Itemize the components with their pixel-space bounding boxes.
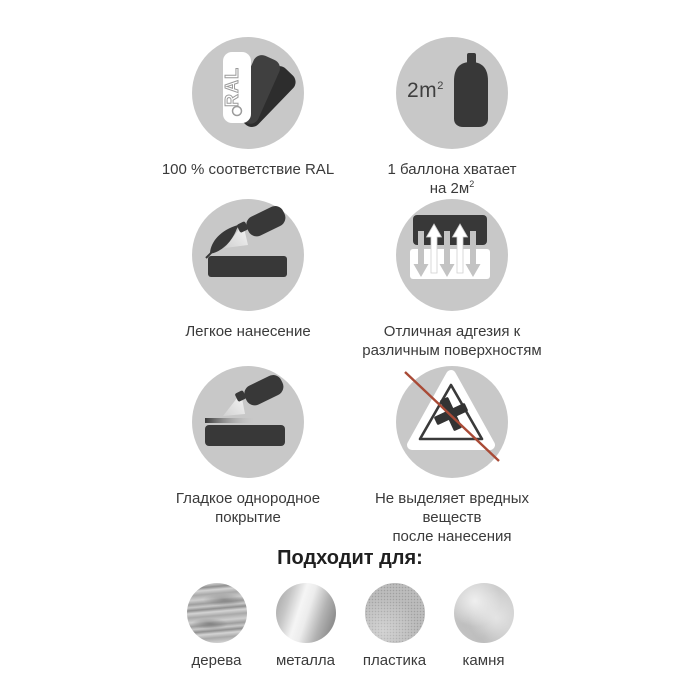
feature-circle <box>192 37 304 149</box>
feature-circle <box>396 37 508 149</box>
feather-spray-icon <box>192 199 304 311</box>
feature-label: Легкое нанесение <box>185 323 311 340</box>
warning-triangle-crossed-icon <box>396 366 508 478</box>
feature-smooth-coating <box>146 366 350 546</box>
feature-adhesion <box>350 199 554 366</box>
metal-texture-icon <box>276 583 336 643</box>
suitable-item-label: металла <box>275 652 336 669</box>
suitable-item-stone <box>439 583 528 669</box>
adhesion-arrows-icon <box>396 199 508 311</box>
coverage-area-text: $2m^2$ <box>407 79 444 102</box>
suitable-item-label: пластика <box>362 652 427 669</box>
feature-label: Гладкое однородное покрытие <box>175 490 321 526</box>
suitable-item-label: дерева <box>191 652 242 669</box>
suitable-item-wood <box>172 583 261 669</box>
feature-label: Не выделяет вредных веществ после нанесения <box>374 490 530 545</box>
suitable-for-row <box>0 583 700 669</box>
wood-texture-icon <box>187 583 247 643</box>
ral-fan-icon <box>192 37 304 149</box>
feature-easy-application <box>146 199 350 366</box>
feature-circle <box>396 366 508 478</box>
suitable-for-heading: Подходит для: <box>277 547 423 569</box>
feature-ral-match <box>146 37 350 199</box>
ral-card-label: RAL <box>222 67 242 107</box>
plastic-texture-icon <box>365 583 425 643</box>
feature-circle <box>192 366 304 478</box>
suitable-item-plastic <box>350 583 439 669</box>
feature-circle <box>192 199 304 311</box>
feature-label: 100 % соответствие RAL <box>161 161 335 178</box>
suitable-item-label: камня <box>462 652 505 669</box>
smooth-spray-icon <box>192 366 304 478</box>
suitable-item-metal <box>261 583 350 669</box>
feature-circle <box>396 199 508 311</box>
stone-texture-icon <box>454 583 514 643</box>
feature-coverage <box>350 37 554 199</box>
feature-no-harmful-substances <box>350 366 554 546</box>
feature-label: Отличная адгезия к различным поверхностям <box>362 323 542 359</box>
feature-label: 1 баллона хватает на $2м^2$ <box>387 161 517 197</box>
